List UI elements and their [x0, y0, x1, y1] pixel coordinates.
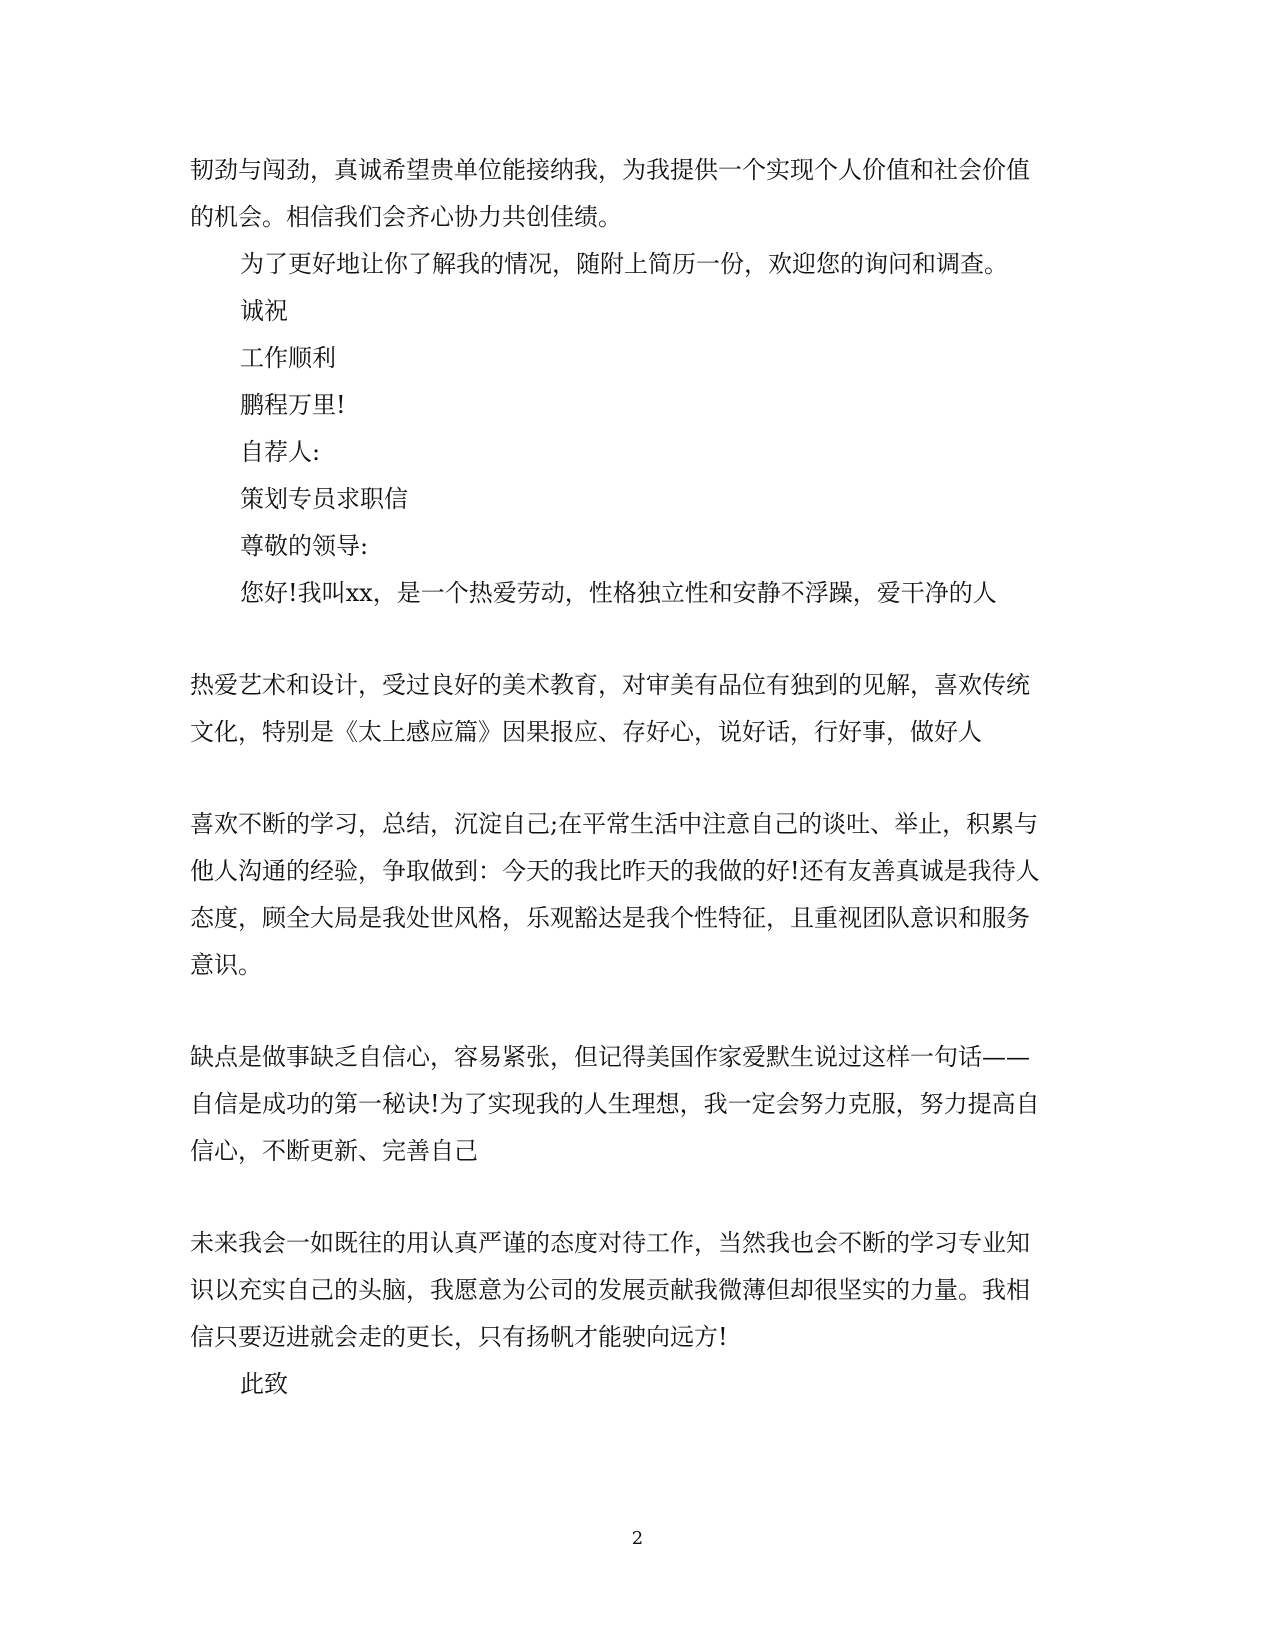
text-line: 意识。	[190, 951, 262, 979]
text-line: 识以充实自己的头脑，我愿意为公司的发展贡献我微薄但却很坚实的力量。我相	[190, 1276, 1030, 1304]
text-line: 策划专员求职信	[240, 485, 408, 513]
text-line: 态度，顾全大局是我处世风格，乐观豁达是我个性特征，且重视团队意识和服务	[190, 904, 1030, 932]
text-line: 为了更好地让你了解我的情况，随附上简历一份，欢迎您的询问和调查。	[240, 250, 1008, 278]
text-line: 的机会。相信我们会齐心协力共创佳绩。	[190, 203, 622, 231]
text-line: 韧劲与闯劲，真诚希望贵单位能接纳我，为我提供一个实现个人价值和社会价值	[190, 156, 1030, 184]
text-line: 自荐人:	[240, 438, 321, 466]
text-line: 热爱艺术和设计，受过良好的美术教育，对审美有品位有独到的见解，喜欢传统	[190, 671, 1030, 699]
text-line: 诚祝	[240, 297, 288, 325]
text-line: 缺点是做事缺乏自信心，容易紧张，但记得美国作家爱默生说过这样一句话——	[190, 1043, 1030, 1071]
text-line: 喜欢不断的学习，总结，沉淀自己;在平常生活中注意自己的谈吐、举止，积累与	[190, 810, 1039, 838]
text-line: 此致	[240, 1370, 288, 1398]
text-line: 信只要迈进就会走的更长，只有扬帆才能驶向远方!	[190, 1323, 728, 1351]
text-line: 鹏程万里!	[240, 391, 346, 419]
text-line: 工作顺利	[240, 344, 336, 372]
text-line: 信心，不断更新、完善自己	[190, 1137, 478, 1165]
text-line: 未来我会一如既往的用认真严谨的态度对待工作，当然我也会不断的学习专业知	[190, 1229, 1030, 1257]
text-line: 他人沟通的经验，争取做到：今天的我比昨天的我做的好!还有友善真诚是我待人	[190, 857, 1040, 885]
text-line: 您好!我叫xx，是一个热爱劳动，性格独立性和安静不浮躁，爱干净的人	[240, 579, 997, 607]
text-line: 文化，特别是《太上感应篇》因果报应、存好心，说好话，行好事，做好人	[190, 718, 982, 746]
text-line: 自信是成功的第一秘诀!为了实现我的人生理想，我一定会努力克服，努力提高自	[190, 1090, 1040, 1118]
page-number: 2	[631, 1528, 644, 1549]
text-line: 尊敬的领导:	[240, 532, 369, 560]
